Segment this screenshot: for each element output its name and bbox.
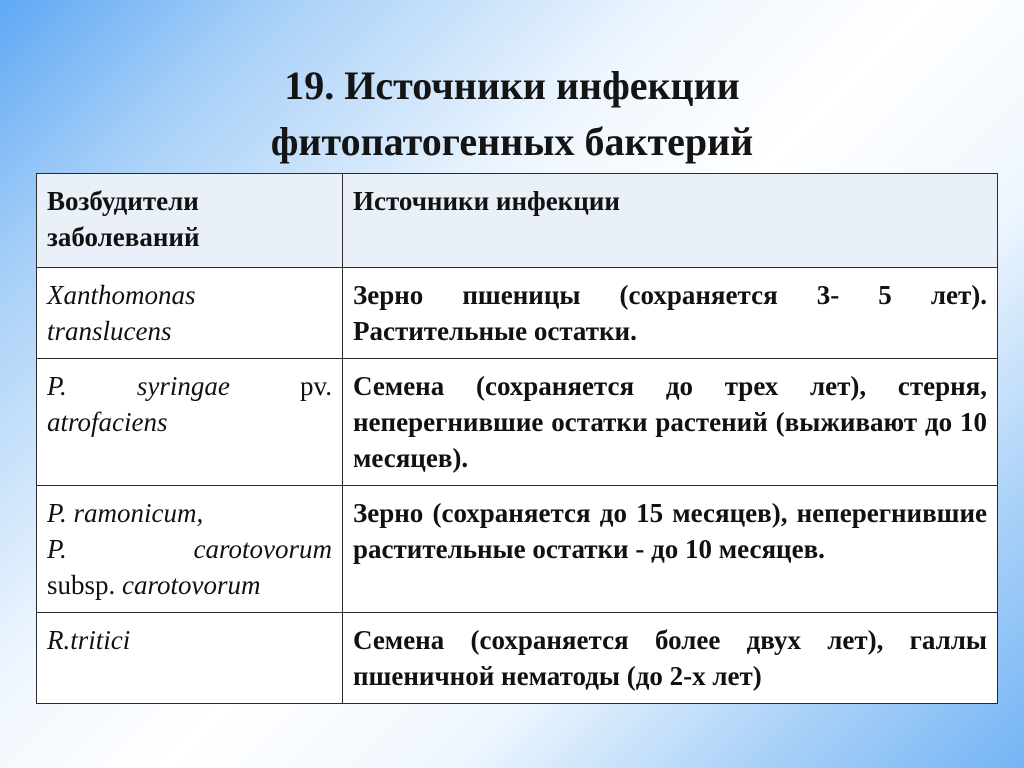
pathogen-name-part: R.tritici — [47, 625, 131, 655]
pathogen-name-part: Xanthomonas — [47, 280, 196, 310]
infection-source-cell: Семена (сохраняется более двух лет), галлы пшеничной нематоды (до 2-х лет) — [343, 613, 998, 704]
pathogen-name-part: carotovorum — [122, 570, 261, 600]
pathogen-cell — [37, 486, 343, 613]
pathogen-name-part: atrofaciens — [47, 407, 168, 437]
table-row — [37, 359, 998, 486]
table-row — [37, 486, 998, 613]
table-row — [37, 268, 998, 359]
pathogen-name-line — [47, 567, 332, 603]
infection-sources-table — [36, 173, 998, 704]
header-infection-sources: Источники инфекции — [343, 174, 998, 268]
infection-source-cell: Зерно пшеницы (сохраняется 3- 5 лет). Растительные остатки. — [343, 268, 998, 359]
subspecies-abbrev: subsp. — [47, 570, 116, 600]
slide-title — [0, 58, 1024, 170]
pathogen-name-part: translucens — [47, 316, 172, 346]
pathogen-cell — [37, 613, 343, 704]
header-pathogens: Возбудители заболеваний — [37, 174, 343, 268]
table-header-row — [37, 174, 998, 268]
pathogen-name-part: P. carotovorum — [47, 534, 332, 564]
slide-title-line-1: 19. Источники инфекции — [284, 63, 740, 108]
slide-title-line-2: фитопатогенных бактерий — [270, 119, 754, 164]
pathogen-name-part: P. ramonicum, — [47, 498, 204, 528]
pathogen-name-part: P. syringae — [47, 371, 230, 401]
pathogen-cell — [37, 268, 343, 359]
table-row — [37, 613, 998, 704]
pathovar-abbrev: pv. — [300, 371, 332, 401]
infection-source-cell: Семена (сохраняется до трех лет), стерня, неперегнившие остатки растений (выживают до 10 месяцев). — [343, 359, 998, 486]
pathogen-cell — [37, 359, 343, 486]
pathogen-name-line — [47, 368, 332, 404]
infection-source-cell: Зерно (сохраняется до 15 месяцев), неперегнившие растительные остатки - до 10 месяцев. — [343, 486, 998, 613]
